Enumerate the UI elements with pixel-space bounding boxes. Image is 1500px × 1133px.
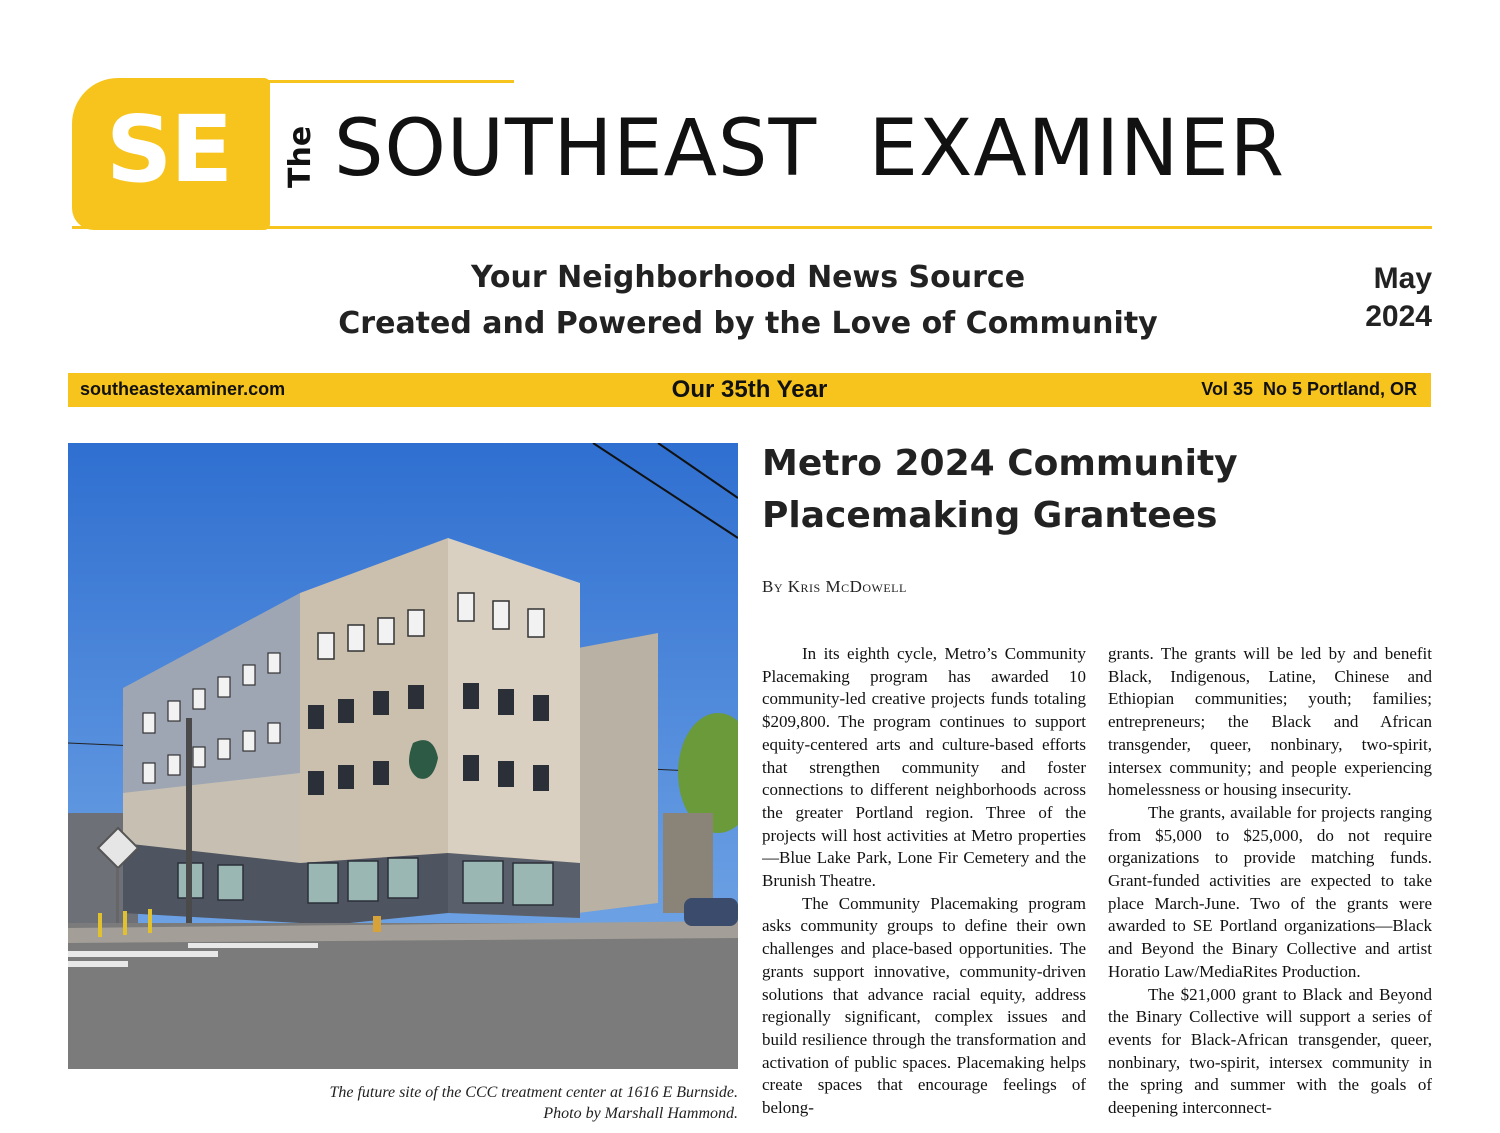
issue-year: 2024 xyxy=(1365,300,1432,333)
caption-text: The future site of the CCC treatment center at 1616 E Burnside. xyxy=(329,1084,738,1101)
masthead-rule xyxy=(72,226,1432,229)
paragraph: The grants, available for projects ranging from $5,000 to $25,000, do not require organizations to provide matching funds. Grant-funded activities are expected to take place March-June. Two of the grants were awarded to SE Portland organizations—Black and Beyond the Binary Collective and artist Horatio Law/MediaRites Production. xyxy=(1108,802,1432,981)
paragraph: The $21,000 grant to Black and Beyond the Binary Collective will support a series of events for Black-African transgender, queer, nonbinary, two-spirit, intersex community in the spring and summer with the goals of deepening interconnect- xyxy=(1108,984,1432,1118)
tagline-primary: Your Neighborhood News Source xyxy=(470,260,1026,295)
website-link[interactable]: southeastexaminer.com xyxy=(80,379,286,399)
article-byline: By Kris McDowell xyxy=(762,577,907,596)
headline-line: Metro 2024 Community xyxy=(762,443,1238,484)
utility-pole xyxy=(186,718,192,938)
article-column-2 xyxy=(1108,643,1432,1133)
newspaper-title: SOUTHEAST EXAMINER xyxy=(334,104,1285,194)
article-headline xyxy=(762,438,1422,542)
photo-credit: Photo by Marshall Hammond. xyxy=(543,1105,738,1122)
fire-hydrant xyxy=(373,916,381,932)
street xyxy=(68,923,738,1069)
issue-date xyxy=(1365,260,1432,336)
anniversary-label: Our 35th Year xyxy=(671,376,828,403)
logo-top-rule xyxy=(268,80,514,83)
side-building xyxy=(578,633,658,913)
paragraph: In its eighth cycle, Metro’s Community Placemaking program has awarded 10 community-led creative projects funds totaling $209,800. The program continues to support equity-centered arts and culture-based efforts that strengthen community and foster connections to different neighborhoods across the greater Portland region. Three of the projects will host activities at Metro properties—Blue Lake Park, Lone Fir Cemetery and the Brunish Theatre. xyxy=(762,644,1086,891)
paragraph: grants. The grants will be led by and benefit Black, Indigenous, Latine, Chinese and Ethiopian communities; youth; families; entrepreneurs; the Black and African transgender, queer, nonbinary, two-spirit, intersex community; and people experiencing homelessness or housing insecurity. xyxy=(1108,644,1432,800)
article-photo xyxy=(68,443,738,1069)
photo-caption xyxy=(329,1082,738,1124)
headline-line: Placemaking Grantees xyxy=(762,495,1218,536)
logo-text: SE xyxy=(106,96,232,203)
parked-car xyxy=(684,898,738,926)
paragraph: The Community Placemaking program asks community groups to define their own challenges and place-based opportunities. The grants support innovative, community-driven solutions that advance racial equity, address regionally significant, complex issues and build resilience through the transformation and activation of public spaces. Placemaking helps create spaces that encourage feelings of belong- xyxy=(762,893,1086,1118)
volume-info: Vol 35 No 5 Portland, OR xyxy=(1201,379,1417,399)
masthead-logo xyxy=(72,78,270,230)
tagline-secondary: Created and Powered by the Love of Community xyxy=(338,306,1158,341)
article-column-1 xyxy=(762,643,1086,1133)
building-photo xyxy=(68,443,738,1069)
info-bar xyxy=(68,373,1431,407)
masthead-the: The xyxy=(283,125,318,188)
issue-month: May xyxy=(1373,262,1432,295)
